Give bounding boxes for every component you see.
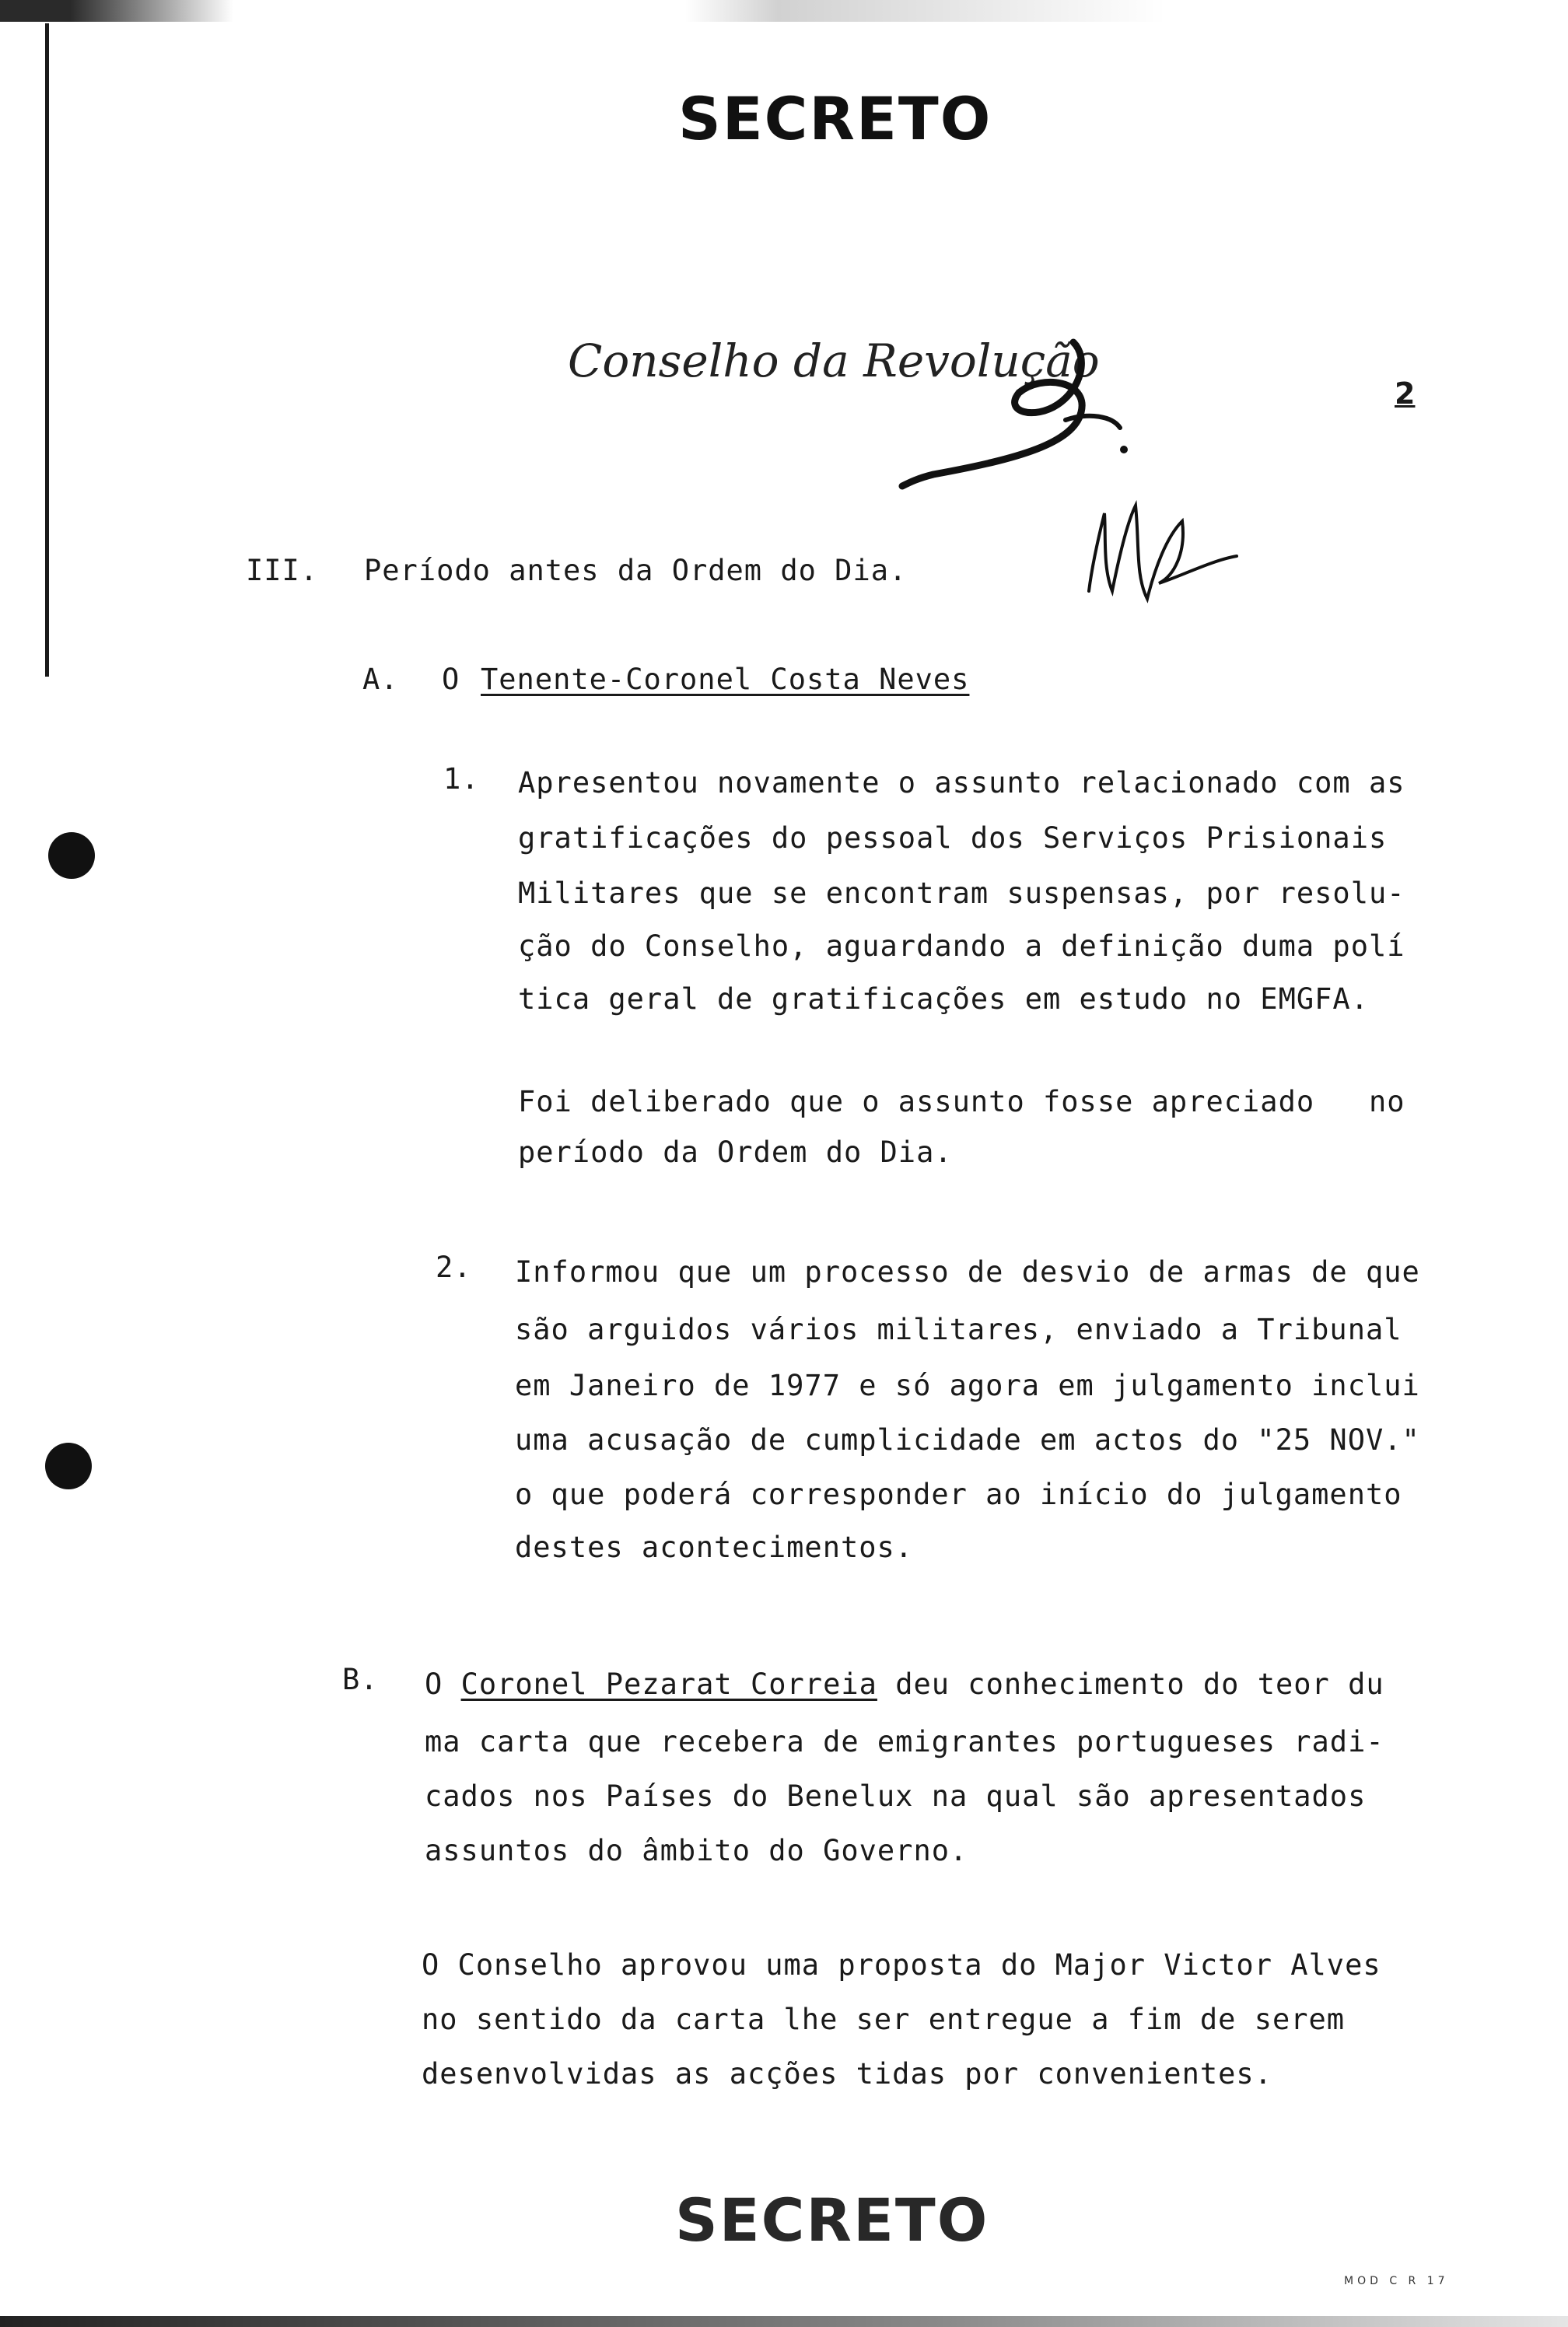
signature-icon — [887, 327, 1182, 506]
person-name: Coronel Pezarat Correia — [460, 1667, 877, 1701]
paragraph-line: o que poderá corresponder ao início do julgamento — [515, 1478, 1402, 1511]
section-number: III. — [246, 554, 319, 587]
paragraph-line: destes acontecimentos. — [515, 1531, 914, 1564]
paragraph-line: Apresentou novamente o assunto relacionado com as — [518, 766, 1405, 800]
section-title: Período antes da Ordem do Dia. — [364, 554, 908, 587]
item-b-first-line — [425, 1667, 1384, 1701]
approval-line: O Conselho aprovou uma proposta do Major Victor Alves — [422, 1948, 1381, 1982]
paragraph-line: deu conhecimento do teor du — [877, 1667, 1384, 1701]
paragraph-line: gratificações do pessoal dos Serviços Prisionais — [518, 821, 1388, 855]
item-prefix: O — [442, 663, 460, 696]
scan-artifact-top — [0, 0, 1568, 22]
paragraph-line: assuntos do âmbito do Governo. — [425, 1834, 968, 1867]
secret-stamp-bottom: SECRETO — [675, 2185, 989, 2255]
punch-hole-icon — [45, 1443, 92, 1489]
paragraph-number: 2. — [436, 1251, 472, 1284]
item-letter: B. — [342, 1663, 379, 1696]
page-number: 2 — [1395, 376, 1416, 411]
paragraph-line: Informou que um processo de desvio de armas de que — [515, 1255, 1420, 1289]
approval-line: desenvolvidas as acções tidas por convenientes. — [422, 2057, 1272, 2091]
approval-line: no sentido da carta lhe ser entregue a fim de serem — [422, 2003, 1346, 2036]
paragraph-line: são arguidos vários militares, enviado a Tribunal — [515, 1313, 1402, 1346]
paragraph-line: cados nos Países do Benelux na qual são apresentados — [425, 1779, 1367, 1813]
paragraph-line: ma carta que recebera de emigrantes portugueses radi- — [425, 1725, 1384, 1758]
scan-artifact-bottom — [0, 2316, 1568, 2327]
margin-binding-line — [45, 23, 49, 677]
initials-icon — [1058, 482, 1244, 614]
council-letterhead: Conselho da Revolução — [568, 334, 1100, 387]
item-prefix: O — [425, 1667, 443, 1701]
punch-hole-icon — [48, 832, 95, 879]
paragraph-line: tica geral de gratificações em estudo no EMGFA. — [518, 982, 1369, 1016]
paragraph-line: ção do Conselho, aguardando a definição duma polí — [518, 929, 1405, 963]
person-name: Tenente-Coronel Costa Neves — [481, 663, 970, 696]
paragraph-line: em Janeiro de 1977 e só agora em julgamento inclui — [515, 1369, 1420, 1402]
secret-stamp-top: SECRETO — [678, 84, 992, 153]
paragraph-line: uma acusação de cumplicidade em actos do "25 NOV." — [515, 1423, 1420, 1457]
decision-line: Foi deliberado que o assunto fosse apreciado no — [518, 1085, 1405, 1118]
decision-line: período da Ordem do Dia. — [518, 1136, 953, 1169]
item-letter: A. — [362, 663, 399, 696]
paragraph-line: Militares que se encontram suspensas, por resolu- — [518, 877, 1405, 910]
paragraph-number: 1. — [443, 762, 480, 796]
form-code: MOD C R 17 — [1344, 2275, 1449, 2287]
